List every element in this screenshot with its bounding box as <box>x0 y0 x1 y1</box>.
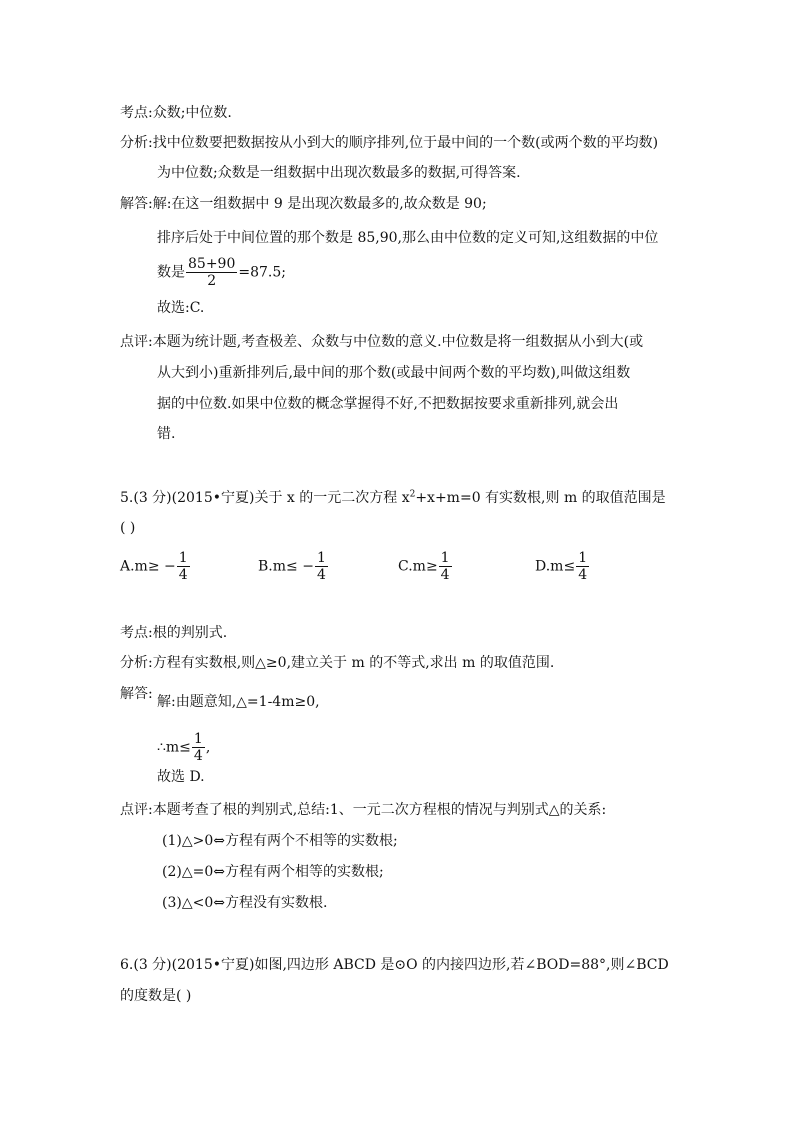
q5-dianping-line: 点评:本题考查了根的判别式,总结:1、一元二次方程根的情况与判别式△的关系: <box>120 802 607 818</box>
q5-jieda-line-1: 解:由题意知,△=1-4m≥0, <box>157 694 320 710</box>
dianping-label: 点评: <box>120 334 153 350</box>
q4-jieda-line-2: 排序后处于中间位置的那个数是 85,90,那么由中位数的定义可知,这组数据的中位 <box>157 230 659 246</box>
q6-stem-line-2: 的度数是( ) <box>120 988 192 1004</box>
q5-fenxi-line: 分析:方程有实数根,则△≥0,建立关于 m 的不等式,求出 m 的取值范围. <box>120 655 555 671</box>
q5-case-2: (2)△=0⇔方程有两个相等的实数根; <box>162 864 384 880</box>
q4-dianping-line-2: 从大到小)重新排列后,最中间的那个数(或最中间两个数的平均数),叫做这组数 <box>157 365 631 381</box>
q5-option-c: C.m≥ $\frac{1}{4}$ <box>398 550 450 583</box>
q4-jieda-line <box>120 194 487 214</box>
q4-jieda-line-3: 数是 $\frac{85+90}{2}$ =87.5; <box>157 256 286 289</box>
q5-kaodian-line: 考点:根的判别式. <box>120 625 228 641</box>
q5-answer-paren: ( ) <box>120 520 136 536</box>
q5-case-1: (1)△>0⇔方程有两个不相等的实数根; <box>162 833 398 849</box>
jieda-label: 解答: <box>120 196 153 212</box>
fenxi-label: 分析: <box>120 135 153 151</box>
q5-stem: 5.(3 分)(2015•宁夏)关于 x 的一元二次方程 $x^2+x+m=0$ 有实数根,则 m 的取值范围是 <box>120 489 666 506</box>
q5-option-d: D.m≤ $\frac{1}{4}$ <box>535 550 588 583</box>
q5-jieda-label: 解答: <box>120 686 153 702</box>
median-fraction: $\frac{85+90}{2}$ <box>188 256 236 289</box>
q4-fenxi-line <box>120 133 658 153</box>
q4-dianping-line-3: 据的中位数.如果中位数的概念掌握得不好,不把数据按要求重新排列,就会出 <box>157 396 619 412</box>
q4-dianping-line: 点评:本题为统计题,考查极差、众数与中位数的意义.中位数是将一组数据从小到大(或 <box>120 334 644 350</box>
q4-fenxi-line-2: 为中位数;众数是一组数据中出现次数最多的数据,可得答案. <box>157 165 521 181</box>
kaodian-text: 众数;中位数. <box>152 105 232 121</box>
q4-kaodian-line <box>120 103 232 123</box>
q5-answer: 故选 D. <box>157 769 205 785</box>
q5-option-b: B.m≤ − $\frac{1}{4}$ <box>258 550 326 583</box>
q4-dianping-line-4: 错. <box>157 426 176 442</box>
q5-option-a: A.m≥ − $\frac{1}{4}$ <box>120 550 188 583</box>
q5-jieda-line-2: ∴m≤ $\frac{1}{4}$ , <box>157 731 211 764</box>
q5-case-3: (3)△<0⇔方程没有实数根. <box>162 895 328 911</box>
fenxi-text: 找中位数要把数据按从小到大的顺序排列,位于最中间的一个数(或两个数的平均数) <box>152 135 659 151</box>
q4-answer: 故选:C. <box>157 300 205 316</box>
q6-stem-line-1: 6.(3 分)(2015•宁夏)如图,四边形 ABCD 是⊙O 的内接四边形,若∠BOD=88°,则∠BCD <box>120 957 669 973</box>
jieda-text: 解:在这一组数据中 9 是出现次数最多的,故众数是 90; <box>152 196 487 212</box>
kaodian-label: 考点: <box>120 105 153 121</box>
